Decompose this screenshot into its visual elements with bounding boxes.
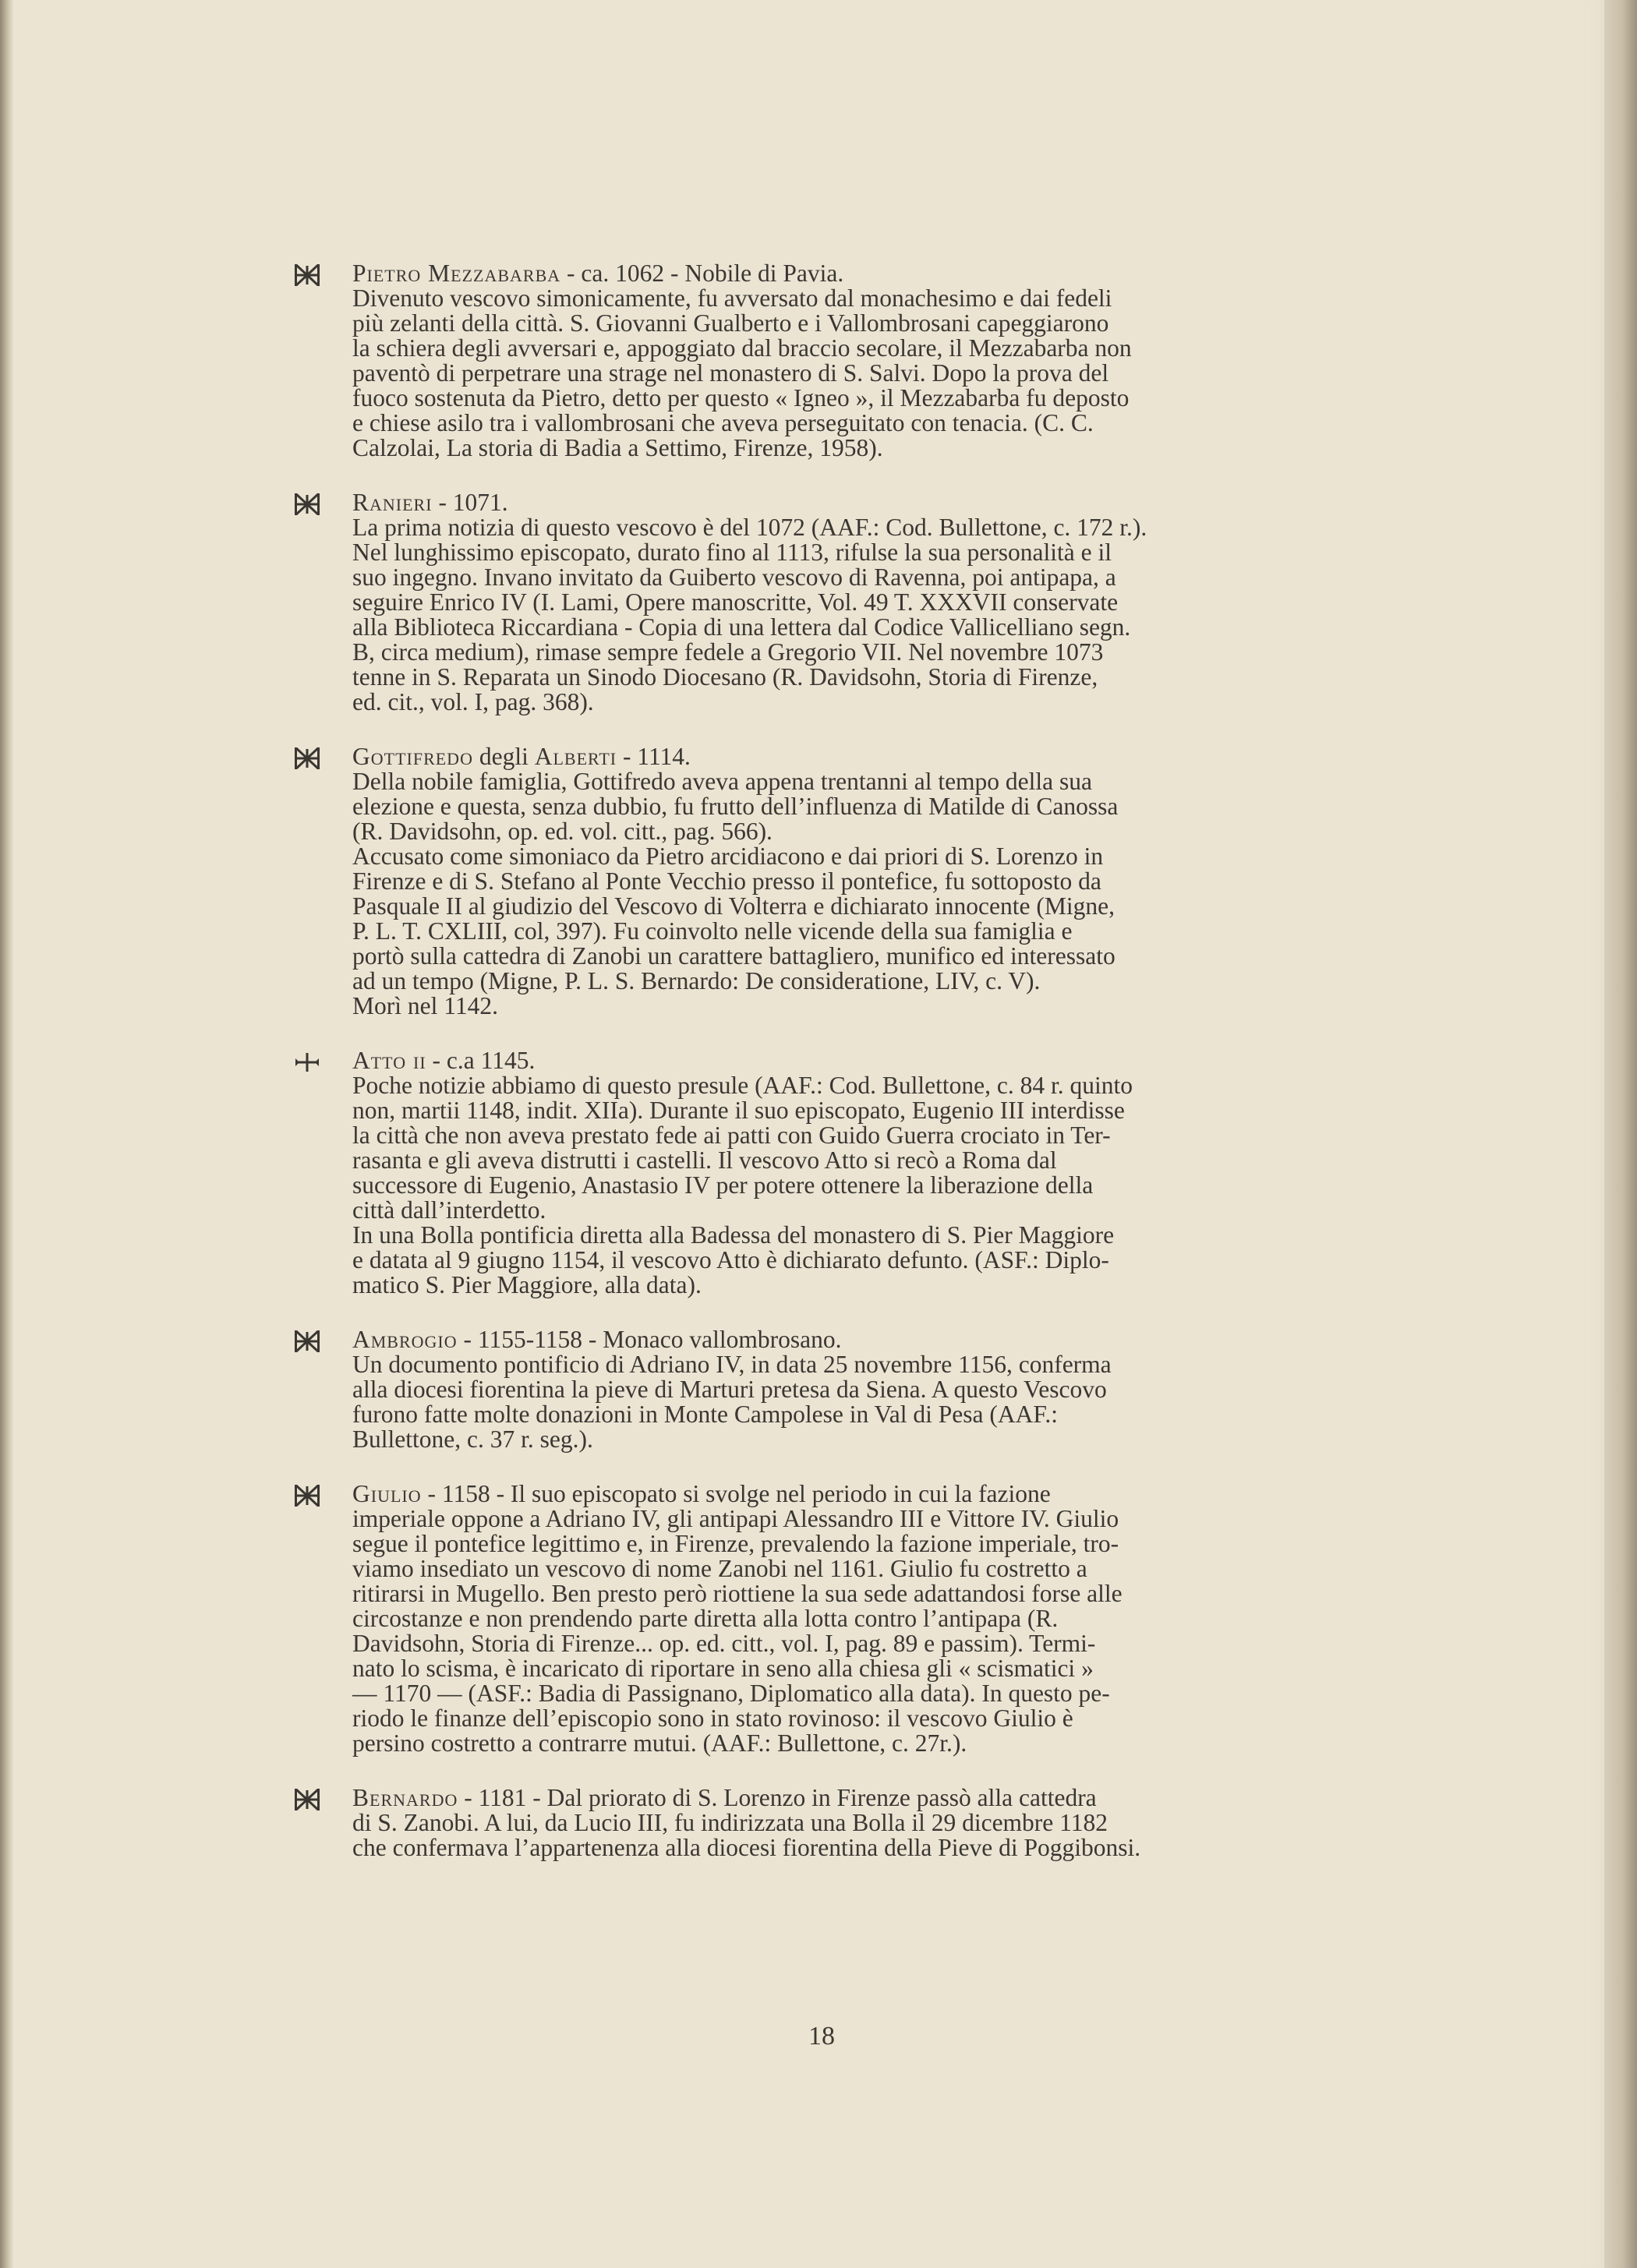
page-number: 18 [808, 2022, 835, 2051]
entry-line: furono fatte molte donazioni in Monte Campolese in Val di Pesa (AAF.: [352, 1401, 1058, 1428]
entry-heading-text: - 1158 - Il suo episcopato si svolge nel periodo in cui la fazione [421, 1480, 1051, 1507]
entry-heading-text: - c.a 1145. [426, 1047, 536, 1074]
entry-line: Nel lunghissimo episcopato, durato fino al 1113, rifulse la sua personalità e il [352, 539, 1112, 566]
entry-line: seguire Enrico IV (I. Lami, Opere manoscritte, Vol. 49 T. XXXVII conservate [352, 588, 1119, 616]
bishop-entry-bernardo [290, 1786, 1350, 1860]
entry-line: nato lo scisma, è incaricato di riportare in seno alla chiesa gli « scismatici » [352, 1655, 1094, 1682]
entry-line: e chiese asilo tra i vallombrosani che aveva perseguitato con tenacia. (C. C. [352, 409, 1094, 436]
entry-line: ritirarsi in Mugello. Ben presto però riottiene la sua sede adattandosi forse alle [352, 1580, 1123, 1607]
entry-line: Morì nel 1142. [352, 992, 498, 1019]
entry-line: portò sulla cattedra di Zanobi un carattere battagliero, munifico ed interessato [352, 942, 1115, 970]
bishop-name: Pietro Mezzabarba [352, 260, 561, 287]
entry-line: In una Bolla pontificia diretta alla Badessa del monastero di S. Pier Maggiore [352, 1221, 1115, 1249]
bishop-family-name: Alberti [534, 743, 617, 770]
entry-line: alla diocesi fiorentina la pieve di Marturi pretesa da Siena. A questo Vescovo [352, 1376, 1107, 1403]
entry-line: elezione e questa, senza dubbio, fu frutto dell’influenza di Matilde di Canossa [352, 793, 1119, 820]
entry-line: suo ingegno. Invano invitato da Guiberto vescovo di Ravenna, poi antipapa, a [352, 563, 1116, 591]
entry-line: Calzolai, La storia di Badia a Settimo, Firenze, 1958). [352, 434, 883, 461]
document-body [290, 261, 1350, 1890]
cross-patee-icon [293, 263, 321, 287]
book-spine [1604, 0, 1637, 2268]
bishop-name: Atto ii [352, 1047, 426, 1074]
entry-line: paventò di perpetrare una strage nel monastero di S. Salvi. Dopo la prova del [352, 359, 1109, 387]
entry-line: Bullettone, c. 37 r. seg.). [352, 1425, 593, 1453]
cross-patee-icon [293, 1330, 321, 1353]
entry-heading [352, 261, 1350, 286]
bishop-entry-gottifredo-alberti [290, 744, 1350, 1019]
entry-line: rasanta e gli aveva distrutti i castelli. Il vescovo Atto si recò a Roma dal [352, 1146, 1057, 1174]
bishop-entry-atto-ii [290, 1048, 1350, 1298]
entry-line: Davidsohn, Storia di Firenze... op. ed. citt., vol. I, pag. 89 e passim). Termi- [352, 1630, 1096, 1657]
cross-patee-icon [293, 1051, 321, 1074]
entry-heading-text: - 1071. [432, 489, 508, 516]
bishop-name: Bernardo [352, 1784, 458, 1811]
entry-heading [352, 490, 1350, 515]
bishop-name: Gottifredo [352, 743, 473, 770]
entry-line: persino costretto a contrarre mutui. (AAF.: Bullettone, c. 27r.). [352, 1729, 967, 1757]
entry-line: P. L. T. CXLIII, col, 397). Fu coinvolto nelle vicende della sua famiglia e [352, 917, 1073, 945]
entry-line: Divenuto vescovo simonicamente, fu avversato dal monachesimo e dai fedeli [352, 284, 1112, 312]
cross-patee-icon [293, 747, 321, 770]
bishop-name: Giulio [352, 1480, 422, 1507]
bishop-name: Ranieri [352, 489, 433, 516]
entry-line: fuoco sostenuta da Pietro, detto per questo « Igneo », il Mezzabarba fu deposto [352, 384, 1130, 412]
entry-line: alla Biblioteca Riccardiana - Copia di una lettera dal Codice Vallicelliano segn. [352, 613, 1131, 641]
entry-heading-text: - 1155-1158 - Monaco vallombrosano. [457, 1326, 842, 1353]
entry-line: e datata al 9 giugno 1154, il vescovo Atto è dichiarato defunto. (ASF.: Diplo- [352, 1246, 1109, 1274]
entry-line: più zelanti della città. S. Giovanni Gualberto e i Vallombrosani capeggiarono [352, 309, 1109, 337]
entry-heading [352, 1048, 1350, 1073]
entry-line: successore di Eugenio, Anastasio IV per potere ottenere la liberazione della [352, 1171, 1094, 1199]
entry-line: città dall’interdetto. [352, 1196, 546, 1224]
entry-line: viamo insediato un vescovo di nome Zanobi nel 1161. Giulio fu costretto a [352, 1555, 1087, 1582]
entry-line: matico S. Pier Maggiore, alla data). [352, 1271, 702, 1298]
bishop-entry-ranieri [290, 490, 1350, 715]
bishop-entry-giulio [290, 1482, 1350, 1756]
entry-line: che confermava l’appartenenza alla diocesi fiorentina della Pieve di Poggibonsi. [352, 1834, 1141, 1861]
entry-heading-text: - 1114. [617, 743, 691, 770]
entry-heading-text: - ca. 1062 - Nobile di Pavia. [560, 260, 844, 287]
bishop-name: Ambrogio [352, 1326, 458, 1353]
entry-line: di S. Zanobi. A lui, da Lucio III, fu indirizzata una Bolla il 29 dicembre 1182 [352, 1809, 1108, 1836]
entry-line: non, martii 1148, indit. XIIa). Durante il suo episcopato, Eugenio III interdisse [352, 1097, 1125, 1124]
entry-heading [352, 1786, 1350, 1811]
entry-line: imperiale oppone a Adriano IV, gli antipapi Alessandro III e Vittore IV. Giulio [352, 1505, 1119, 1532]
entry-line: Della nobile famiglia, Gottifredo aveva appena trentanni al tempo della sua [352, 768, 1093, 795]
entry-heading [352, 1482, 1350, 1507]
entry-line: riodo le finanze dell’episcopio sono in stato rovinoso: il vescovo Giulio è [352, 1705, 1073, 1732]
entry-line: Poche notizie abbiamo di questo presule (AAF.: Cod. Bullettone, c. 84 r. quinto [352, 1072, 1133, 1099]
entry-line: Firenze e di S. Stefano al Ponte Vecchio presso il pontefice, fu sottoposto da [352, 867, 1101, 895]
entry-line: la schiera degli avversari e, appoggiato dal braccio secolare, il Mezzabarba non [352, 334, 1132, 362]
entry-line: La prima notizia di questo vescovo è del 1072 (AAF.: Cod. Bullettone, c. 172 r.). [352, 514, 1147, 541]
entry-heading-text: - 1181 - Dal priorato di S. Lorenzo in Firenze passò alla cattedra [458, 1784, 1097, 1811]
entry-heading-connector: degli [472, 743, 535, 770]
entry-line: Accusato come simoniaco da Pietro arcidiacono e dai priori di S. Lorenzo in [352, 843, 1104, 870]
entry-line: Pasquale II al giudizio del Vescovo di Volterra e dichiarato innocente (Migne, [352, 892, 1115, 920]
entry-line: (R. Davidsohn, op. ed. vol. citt., pag. 566). [352, 818, 773, 845]
bishop-entry-ambrogio [290, 1327, 1350, 1452]
cross-patee-icon [293, 493, 321, 516]
entry-line: la città che non aveva prestato fede ai patti con Guido Guerra crociato in Ter- [352, 1122, 1111, 1149]
entry-line: — 1170 — (ASF.: Badia di Passignano, Diplomatico alla data). In questo pe- [352, 1680, 1110, 1707]
entry-line: Un documento pontificio di Adriano IV, in data 25 novembre 1156, conferma [352, 1351, 1112, 1378]
bishop-entry-pietro-mezzabarba [290, 261, 1350, 461]
cross-patee-icon [293, 1484, 321, 1507]
entry-line: tenne in S. Reparata un Sinodo Diocesano (R. Davidsohn, Storia di Firenze, [352, 663, 1098, 691]
entry-heading [352, 744, 1350, 769]
cross-patee-icon [293, 1788, 321, 1811]
entry-line: ad un tempo (Migne, P. L. S. Bernardo: De consideratione, LIV, c. V). [352, 967, 1041, 994]
entry-line: circostanze e non prendendo parte diretta alla lotta contro l’antipapa (R. [352, 1605, 1059, 1632]
entry-heading [352, 1327, 1350, 1352]
entry-line: segue il pontefice legittimo e, in Firenze, prevalendo la fazione imperiale, tro- [352, 1530, 1119, 1557]
entry-line: B, circa medium), rimase sempre fedele a Gregorio VII. Nel novembre 1073 [352, 638, 1104, 666]
entry-line: ed. cit., vol. I, pag. 368). [352, 688, 594, 715]
page-left-edge [0, 0, 14, 2268]
